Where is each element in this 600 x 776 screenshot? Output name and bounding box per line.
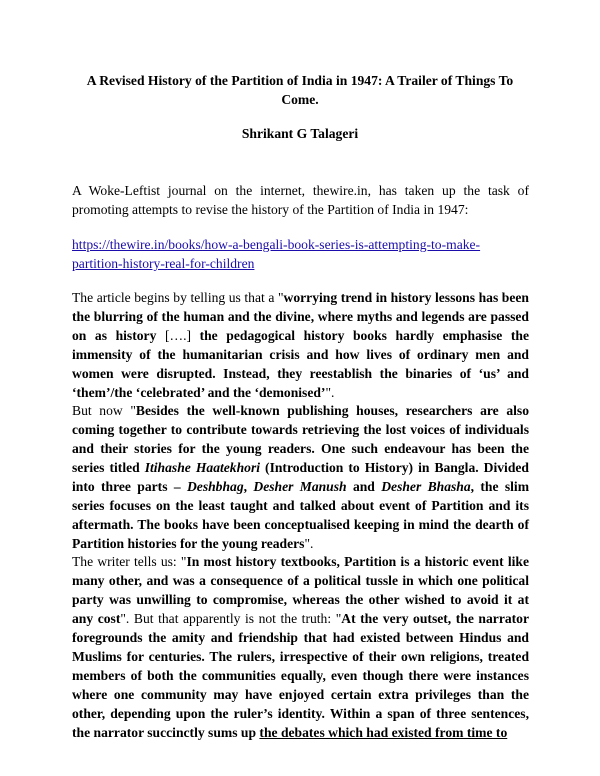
p3-text-end: ".: [325, 385, 335, 400]
p4-series-title: Itihashe Haatekhori: [144, 460, 261, 475]
article-link-paragraph: [72, 235, 529, 273]
p4-quote-3: , the slim series focuses on the least taught and talked about event of Partition and its aftermath. The books have been conceptualised keeping in mind the dearth of Partition histories for the young readers: [72, 479, 530, 551]
p3-quote-1: worrying trend in history lessons has been the blurring of the human and the divine, where myths and legends are passed on as history: [72, 290, 529, 343]
article-link[interactable]: https://thewire.in/books/how-a-bengali-book-series-is-attempting-to-make-partition-history-real-for-children: [72, 237, 481, 271]
p4-text-end: ".: [304, 536, 314, 551]
paragraph-article-begins: [72, 288, 529, 402]
p4-part-3: Desher Bhasha: [381, 479, 471, 494]
p4-part-2: Desher Manush: [253, 479, 347, 494]
p3-quote-2: the pedagogical history books hardly emphasise the immensity of the humanitarian crisis and how lives of ordinary men and women were disrupted. Instead, they reestablish the binaries of ‘us’ and ‘them’/the ‘celebrated’ and the ‘demonised’: [72, 328, 529, 400]
p5-text-a: The writer tells us: ": [72, 554, 187, 569]
p4-sep-2: and: [346, 479, 382, 494]
p4-text-a: But now ": [72, 403, 136, 418]
author-name: Shrikant G Talageri: [241, 126, 359, 141]
p4-quote-1: Besides the well-known publishing houses, researchers are also coming together to contribute towards retrieving the lost voices of individuals and their stories for the young readers. One such endeavour has been the series titled: [72, 403, 530, 475]
p4-quote-2: (Introduction to History) in Bangla. Divided into three parts –: [72, 460, 529, 494]
p5-text-b: ". But that apparently is not the truth: ": [120, 611, 342, 626]
document-title: A Revised History of the Partition of India in 1947: A Trailer of Things To Come.: [86, 73, 514, 107]
p5-quote-2: At the very outset, the narrator foregrounds the amity and friendship that had existed between Hindus and Muslims for centuries. The rulers, irrespective of their own religions, treated members of both the communities equally, even though there were instances where one community may have enjoyed certain extra privileges than the other, depending upon the ruler’s identity. Within a span of three sentences, the narrator succinctly sums up: [72, 611, 530, 740]
p5-underlined-quote: the debates which had existed from time to: [259, 725, 508, 740]
p5-quote-1: In most history textbooks, Partition is a historic event like many other, and was a consequence of a political tussle in which one political party was unwilling to compromise, whereas the other wished to avoid it at any cost: [72, 554, 529, 626]
p4-part-1: Deshbhag: [186, 479, 244, 494]
intro-paragraph: A Woke-Leftist journal on the internet, thewire.in, has taken up the task of promoting attempts to revise the history of the Partition of India in 1947:: [72, 183, 529, 217]
p3-ellipsis: [….]: [156, 328, 200, 343]
p3-text-a: The article begins by telling us that a ": [72, 290, 284, 305]
paragraph-but-now: [72, 401, 529, 553]
p4-sep-1: ,: [243, 479, 254, 494]
paragraph-writer-tells: [72, 552, 529, 742]
